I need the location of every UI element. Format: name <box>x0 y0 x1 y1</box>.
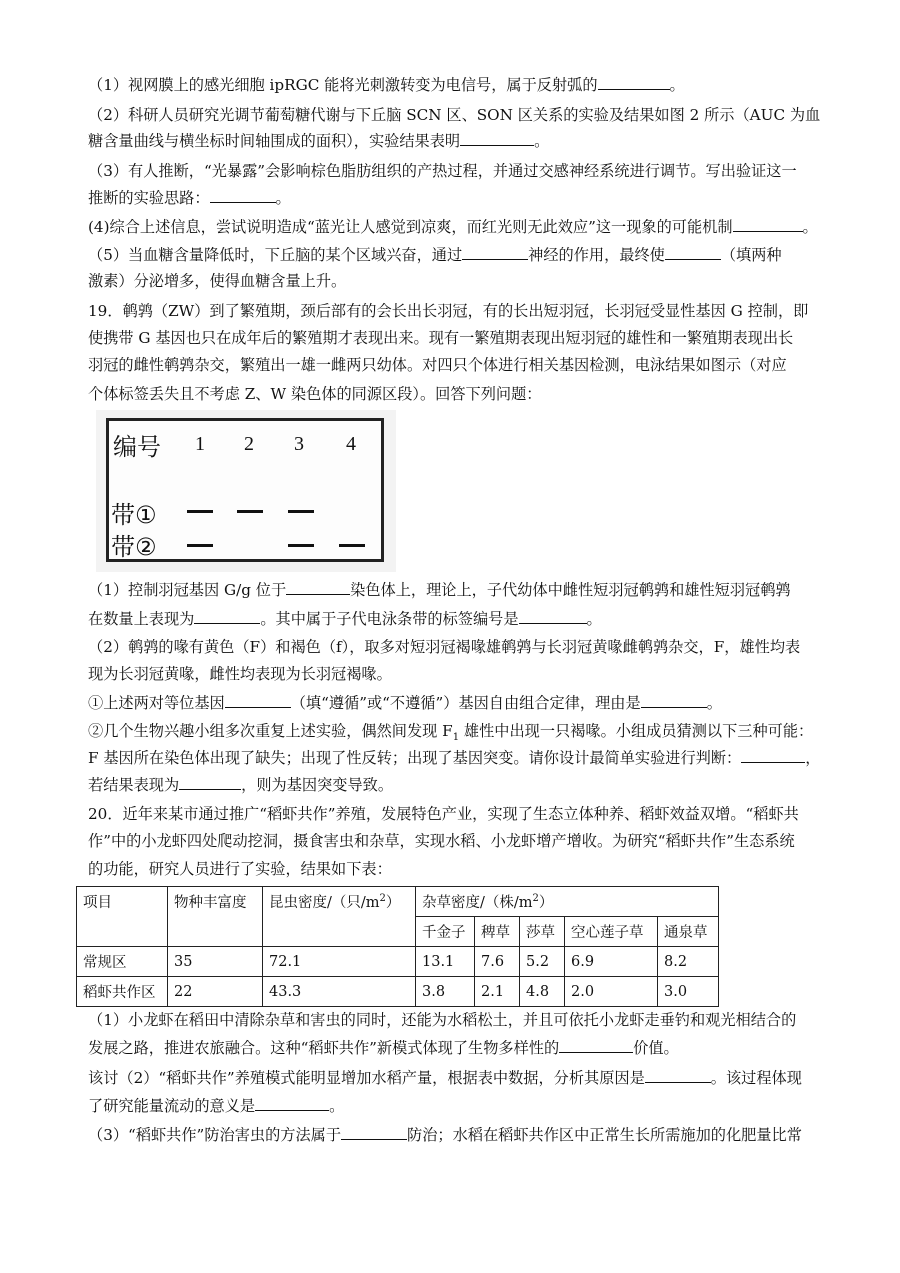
electrophoresis-figure <box>106 418 384 562</box>
q20-part2-cont: 了研究能量流动的意义是 。 <box>88 1097 345 1115</box>
gel-header: 编号 <box>113 433 161 461</box>
answer-blank[interactable] <box>741 748 805 763</box>
q20-part1-cont: 发展之路，推进农旅融合。这种“稻虾共作”新模式体现了生物多样性的 价值。 <box>88 1039 679 1057</box>
q19-part2-sub2-cont: F 基因所在染色体出现了缺失；出现了性反转；出现了基因突变。请你设计最简单实验进行判断： ， <box>88 749 821 767</box>
answer-blank[interactable] <box>733 217 803 232</box>
table-header-cell: 空心莲子草 <box>565 917 658 947</box>
table-header-cell: 物种丰富度 <box>168 887 263 947</box>
table-cell: 2.1 <box>475 977 520 1007</box>
table-cell: 13.1 <box>416 947 475 977</box>
table-header-row <box>77 887 719 917</box>
table-row <box>77 947 719 977</box>
answer-blank[interactable] <box>665 245 721 260</box>
answer-blank[interactable] <box>598 75 670 90</box>
band-1-label: 带① <box>111 501 157 529</box>
q18-part3-cont: 推断的实验思路： 。 <box>88 189 291 207</box>
band-2-label: 带② <box>111 533 157 561</box>
q18-part5-cont: 激素）分泌增多，使得血糖含量上升。 <box>88 272 347 290</box>
q18-part4: (4)综合上述信息，尝试说明造成“蓝光让人感觉到凉爽，而红光则无此效应”这一现象的可能机制 。 <box>88 218 818 236</box>
table-cell: 常规区 <box>77 947 168 977</box>
answer-blank[interactable] <box>462 245 528 260</box>
q19-part1-cont: 在数量上表现为 。其中属于子代电泳条带的标签编号是 。 <box>88 610 602 628</box>
q20-stem: 20．近年来某市通过推广“稻虾共作”养殖，发展特色产业，实现了生态立体种养、稻虾效益双增。“稻虾共 <box>88 805 799 823</box>
q20-stem-line2: 作”中的小龙虾四处爬动挖洞，摄食害虫和杂草，实现水稻、小龙虾增产增收。为研究“稻虾共作”生态系统 <box>88 832 795 850</box>
q19-part2: （2）鹌鹑的喙有黄色（F）和褐色（f），取多对短羽冠褐喙雄鹌鹑与长羽冠黄喙雌鹌鹑杂交，F，雄性均表 <box>88 638 801 656</box>
lane-label: 4 <box>346 433 356 455</box>
table-header-cell: 稗草 <box>475 917 520 947</box>
answer-blank[interactable] <box>179 775 241 790</box>
q19-part1: （1）控制羽冠基因 G/g 位于 染色体上，理论上，子代幼体中雌性短羽冠鹌鹑和雄性短羽冠鹌鹑 <box>88 581 791 599</box>
answer-blank[interactable] <box>255 1096 329 1111</box>
q19-stem-line3: 羽冠的雌性鹌鹑杂交，繁殖出一雄一雌两只幼体。对四只个体进行相关基因检测，电泳结果如图示（对应 <box>88 356 787 374</box>
band-mark <box>187 544 213 547</box>
q20-part3: （3）“稻虾共作”防治害虫的方法属于 防治；水稻在稻虾共作区中正常生长所需施加的化肥量比常 <box>88 1126 802 1144</box>
table-cell: 43.3 <box>263 977 416 1007</box>
table-cell: 3.8 <box>416 977 475 1007</box>
q19-stem: 19．鹌鹑（ZW）到了繁殖期，颈后部有的会长出长羽冠，有的长出短羽冠，长羽冠受显性基因 G 控制，即 <box>88 302 809 320</box>
table-cell: 7.6 <box>475 947 520 977</box>
band-mark <box>339 544 365 547</box>
q20-part1: （1）小龙虾在稻田中清除杂草和害虫的同时，还能为水稻松土，并且可依托小龙虾走垂钓和观光相结合的 <box>88 1011 797 1029</box>
q18-part2: （2）科研人员研究光调节葡萄糖代谢与下丘脑 SCN 区、SON 区关系的实验及结果如图 2 所示（AUC 为血 <box>88 106 821 124</box>
table-cell: 72.1 <box>263 947 416 977</box>
q18-part3: （3）有人推断，“光暴露”会影响棕色脂肪组织的产热过程，并通过交感神经系统进行调节。写出验证这一 <box>88 162 797 180</box>
answer-blank[interactable] <box>341 1125 407 1140</box>
band-mark <box>237 510 263 513</box>
answer-blank[interactable] <box>519 609 587 624</box>
table-cell: 22 <box>168 977 263 1007</box>
band-mark <box>288 510 314 513</box>
data-table <box>76 886 719 1007</box>
table-cell: 6.9 <box>565 947 658 977</box>
answer-blank[interactable] <box>210 188 276 203</box>
answer-blank[interactable] <box>641 693 707 708</box>
q19-part2-sub1: ①上述两对等位基因 （填“遵循”或“不遵循”）基因自由组合定律，理由是 。 <box>88 694 722 712</box>
lane-label: 3 <box>294 433 304 455</box>
table-cell: 3.0 <box>658 977 719 1007</box>
table-header-cell: 千金子 <box>416 917 475 947</box>
q19-stem-line4: 个体标签丢失且不考虑 Z、W 染色体的同源区段）。回答下列问题： <box>88 385 542 403</box>
answer-blank[interactable] <box>194 609 260 624</box>
table-header-cell: 昆虫密度/（只$/m^2$） <box>263 887 416 947</box>
table-cell: 8.2 <box>658 947 719 977</box>
answer-blank[interactable] <box>286 580 350 595</box>
q19-part2-cont: 现为长羽冠黄喙，雌性均表现为长羽冠褐喙。 <box>88 665 392 683</box>
table-cell: 35 <box>168 947 263 977</box>
q18-part2-cont: 糖含量曲线与横坐标时间轴围成的面积），实验结果表明 。 <box>88 132 550 150</box>
answer-blank[interactable] <box>559 1038 633 1053</box>
answer-blank[interactable] <box>460 131 534 146</box>
table-cell: 5.2 <box>520 947 565 977</box>
band-mark <box>288 544 314 547</box>
table-cell: 4.8 <box>520 977 565 1007</box>
table-cell: 稻虾共作区 <box>77 977 168 1007</box>
table-row <box>77 977 719 1007</box>
q20-stem-line3: 的功能，研究人员进行了实验，结果如下表： <box>88 860 392 878</box>
table-header-cell: 项目 <box>77 887 168 947</box>
q18-part1: （1）视网膜上的感光细胞 ipRGC 能将光刺激转变为电信号，属于反射弧的 。 <box>88 76 685 94</box>
answer-blank[interactable] <box>225 693 291 708</box>
q19-part2-sub2-end: 若结果表现为 ，则为基因突变导致。 <box>88 776 393 794</box>
table-cell: 2.0 <box>565 977 658 1007</box>
q18-part5: （5）当血糖含量降低时，下丘脑的某个区域兴奋，通过 神经的作用，最终使 （填两种 <box>88 246 782 264</box>
table-header-cell: 莎草 <box>520 917 565 947</box>
table-header-cell: 通泉草 <box>658 917 719 947</box>
q20-part2: 该讨（2）“稻虾共作”养殖模式能明显增加水稻产量，根据表中数据，分析其原因是 。该过程体现 <box>88 1069 802 1087</box>
table-header-cell: 杂草密度/（株$/m^2$） <box>416 887 719 917</box>
lane-label: 2 <box>244 433 254 455</box>
q19-part2-sub2: ②几个生物兴趣小组多次重复上述实验，偶然间发现 $F_1$ 雄性中出现一只褐喙。小组成员猜测以下三种可能： <box>88 722 814 744</box>
lane-label: 1 <box>195 433 205 455</box>
answer-blank[interactable] <box>645 1068 711 1083</box>
band-mark <box>187 510 213 513</box>
q19-stem-line2: 使携带 G 基因也只在成年后的繁殖期才表现出来。现有一繁殖期表现出短羽冠的雄性和一繁殖期表现出长 <box>88 329 794 347</box>
